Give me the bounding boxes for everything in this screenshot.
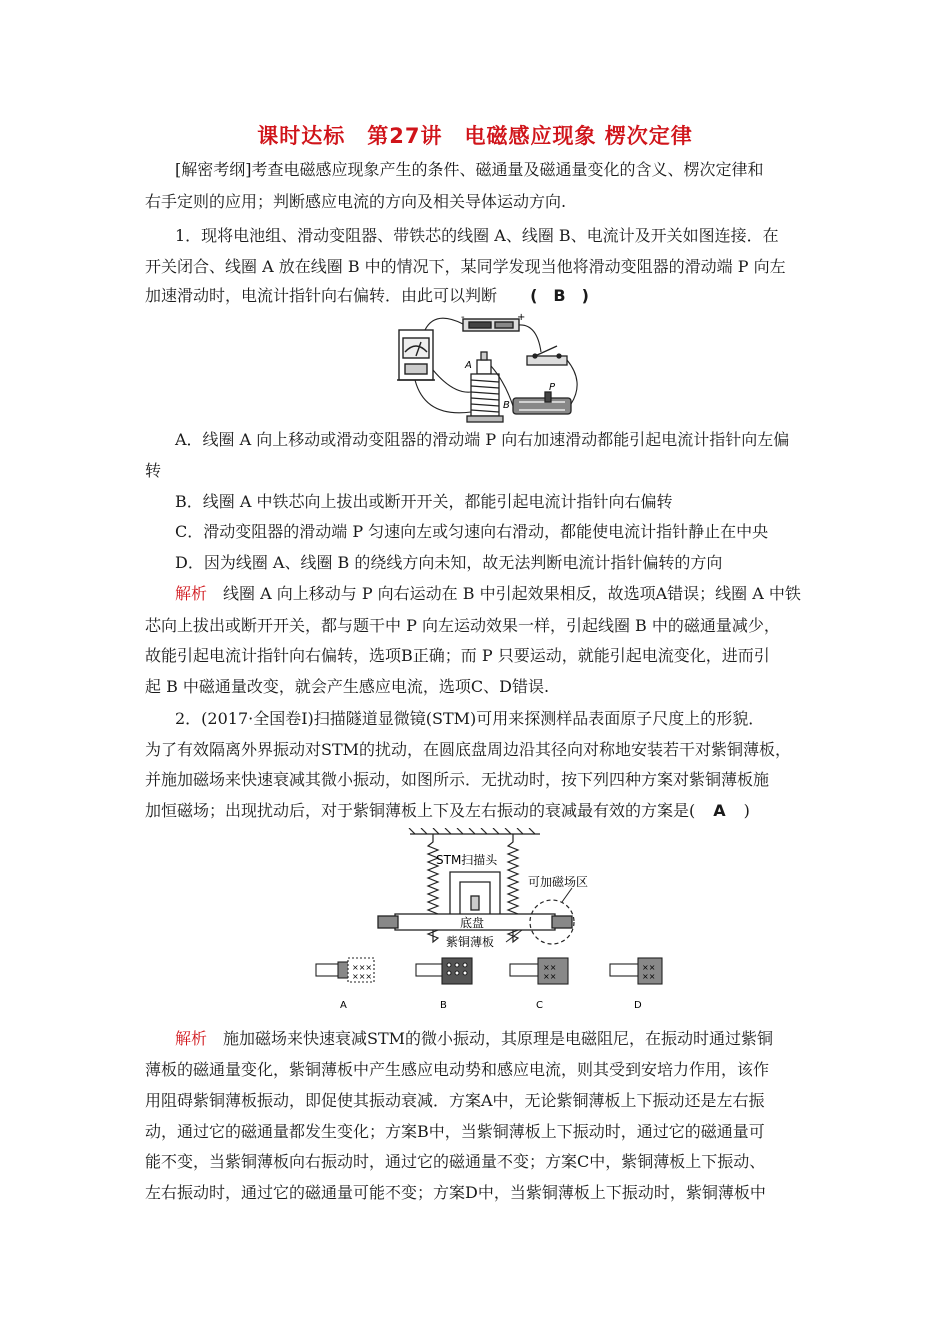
option-a-diagram (316, 958, 374, 982)
q2-analysis-line-1: 解析 施加磁场来快速衰减STM的微小振动，其原理是电磁阻尼，在振动时通过紫铜 (175, 1029, 774, 1048)
syllabus-line-2: 右手定则的应用；判断感应电流的方向及相关导体运动方向. (145, 192, 567, 211)
svg-text:××: ×× (543, 963, 557, 972)
circuit-figure (395, 312, 595, 424)
battery (463, 319, 519, 331)
q1-analysis-line-1: 解析 线圈 A 向上移动与 P 向右运动在 B 中引起效果相反，故选项A错误；线圈 A 中铁 (175, 584, 801, 603)
q1-stem-line-2: 开关闭合、线圈 A 放在线圈 B 中的情况下，某同学发现当他将滑动变阻器的滑动端 P 向左 (145, 257, 786, 276)
plate-label: 紫铜薄板 (446, 935, 495, 949)
coil-b-label: B (503, 400, 510, 411)
q1-answer: ( B ) (530, 286, 589, 305)
q1-analysis-label: 解析 (175, 584, 208, 603)
option-d-label: D (634, 1000, 642, 1011)
base-label: 底盘 (460, 916, 485, 930)
ceiling (409, 828, 540, 834)
option-a-label: A (340, 1000, 347, 1011)
q2-analysis-line-2: 薄板的磁通量变化，紫铜薄板中产生感应电动势和感应电流，则其受到安培力作用，该作 (145, 1060, 770, 1079)
q1-analysis-line-3: 故能引起电流计指针向右偏转，选项B正确；而 P 只要运动，就能引起电流变化，进而引 (145, 646, 770, 665)
slider-p-label: P (549, 382, 556, 393)
q2-analysis-label: 解析 (175, 1029, 208, 1048)
q2-analysis-line-5: 能不变，当紫铜薄板向右振动时，通过它的磁通量不变；方案C中，紫铜薄板上下振动、 (145, 1152, 766, 1171)
syllabus-line-1: [解密考纲]考查电磁感应现象产生的条件、磁通量及磁通量变化的含义、楞次定律和 (175, 160, 764, 179)
stm-head-label: STM扫描头 (436, 853, 498, 867)
option-b-diagram (416, 958, 472, 984)
option-b-label: B (440, 1000, 447, 1011)
switch (527, 346, 567, 365)
q2-answer: A (713, 801, 726, 820)
coils (467, 352, 503, 422)
q1-option-b: B．线圈 A 中铁芯向上拔出或断开开关，都能引起电流计指针向右偏转 (175, 492, 673, 511)
plus-label: + (517, 312, 526, 323)
q2-analysis-line-6: 左右振动时，通过它的磁通量可能不变；方案D中，当紫铜薄板上下振动时，紫铜薄板中 (145, 1183, 766, 1202)
svg-text:×××: ××× (352, 972, 373, 981)
option-c-diagram (510, 958, 568, 984)
q2-stem-line-2: 为了有效隔离外界振动对STM的扰动，在圆底盘周边沿其径向对称地安装若干对紫铜薄板， (145, 740, 792, 759)
q1-stem-line-3: 加速滑动时，电流计指针向右偏转．由此可以判断 ( B ) (145, 286, 589, 305)
q1-option-c: C．滑动变阻器的滑动端 P 匀速向左或匀速向右滑动，都能使电流计指针静止在中央 (175, 522, 769, 541)
coil-a-label: A (465, 360, 472, 371)
page-title: 课时达标 第27讲 电磁感应现象 楞次定律 (257, 124, 693, 148)
stm-frame (450, 872, 500, 914)
field-zone-label: 可加磁场区 (528, 875, 589, 889)
rheostat (513, 392, 571, 414)
q1-option-a-line-2: 转 (145, 461, 162, 480)
q1-option-d: D．因为线圈 A、线圈 B 的绕线方向未知，故无法判断电流计指针偏转的方向 (175, 553, 723, 572)
svg-text:××: ×× (642, 972, 656, 981)
option-d-diagram (610, 958, 662, 984)
q1-analysis-line-4: 起 B 中磁通量改变，就会产生感应电流，选项C、D错误. (145, 677, 550, 696)
svg-text:×××: ××× (352, 963, 373, 972)
stm-figure (300, 828, 680, 1018)
q2-stem-line-3: 并施加磁场来快速衰减其微小振动，如图所示．无扰动时，按下列四种方案对紫铜薄板施 (145, 770, 770, 789)
minus-label: - (461, 312, 465, 323)
svg-text:××: ×× (642, 963, 656, 972)
svg-text:××: ×× (543, 972, 557, 981)
q1-stem-line-1: 1．现将电池组、滑动变阻器、带铁芯的线圈 A、线圈 B、电流计及开关如图连接．在 (175, 226, 779, 245)
option-c-label: C (536, 1000, 543, 1011)
q2-stem-line-4: 加恒磁场；出现扰动后，对于紫铜薄板上下及左右振动的衰减最有效的方案是( A ) (145, 801, 750, 820)
q1-option-a-line-1: A．线圈 A 向上移动或滑动变阻器的滑动端 P 向右加速滑动都能引起电流计指针向左偏 (175, 430, 790, 449)
galvanometer (397, 330, 435, 380)
q2-analysis-line-4: 动，通过它的磁通量都发生变化；方案B中，当紫铜薄板上下振动时，通过它的磁通量可 (145, 1122, 765, 1141)
q2-stem-line-1: 2．(2017·全国卷Ⅰ)扫描隧道显微镜(STM)可用来探测样品表面原子尺度上的形貌． (175, 709, 765, 728)
q1-analysis-line-2: 芯向上拔出或断开开关，都与题干中 P 向左运动效果一样，引起线圈 B 中的磁通量减少， (145, 616, 780, 635)
q2-analysis-line-3: 用阻碍紫铜薄板振动，即促使其振动衰减．方案A中，无论紫铜薄板上下振动还是左右振 (145, 1091, 765, 1110)
